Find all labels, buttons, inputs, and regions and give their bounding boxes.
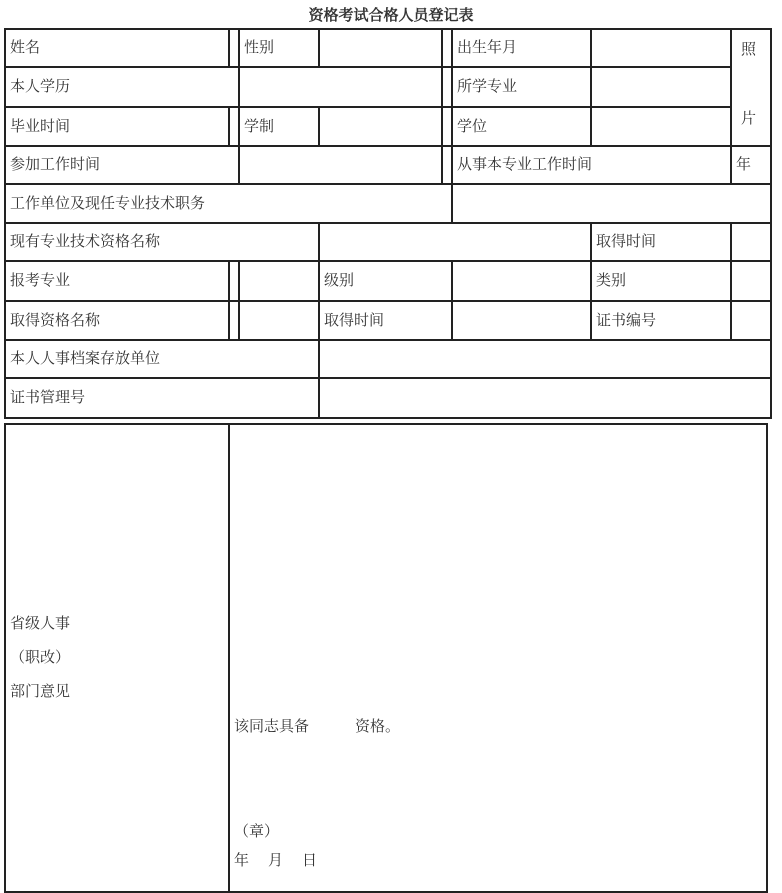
work-start-time-value-cell	[239, 146, 442, 184]
gender-label-cell: 性别	[239, 29, 319, 67]
level-value-cell	[452, 261, 591, 301]
statement-suffix: 资格。	[355, 717, 401, 735]
level-label-cell: 级别	[319, 261, 452, 301]
divider-cell	[229, 301, 239, 340]
row-current-qualification	[5, 223, 771, 261]
major-studied-label-cell: 所学专业	[452, 67, 591, 107]
certificate-no-label-cell: 证书编号	[591, 301, 731, 340]
gender-value-cell	[319, 29, 442, 67]
birth-date-label-cell: 出生年月	[452, 29, 591, 67]
photo-label-bottom: 片	[741, 110, 757, 127]
row-work-time	[5, 146, 771, 184]
exam-major-label-cell: 报考专业	[5, 261, 229, 301]
opinion-body	[234, 446, 764, 871]
category-label-cell: 类别	[591, 261, 731, 301]
personnel-file-value-cell	[319, 340, 771, 378]
obtain-time-current-label-cell: 取得时间	[591, 223, 731, 261]
divider-cell	[442, 29, 452, 67]
seal-placeholder: （章）	[234, 822, 280, 840]
exam-major-value-cell	[239, 261, 319, 301]
obtain-time-new-value-cell	[452, 301, 591, 340]
work-unit-label-cell: 工作单位及现任专业技术职务	[5, 184, 452, 223]
date-placeholder: 年 月 日	[234, 851, 320, 869]
row-name-gender-birth	[5, 29, 771, 67]
row-education-major	[5, 67, 771, 107]
row-graduation-degree	[5, 107, 771, 146]
divider-cell	[442, 107, 452, 146]
current-qualification-label-cell: 现有专业技术资格名称	[5, 223, 319, 261]
statement-prefix: 该同志具备	[234, 717, 310, 735]
certificate-mgmt-value-cell	[319, 378, 771, 418]
work-start-time-label-cell: 参加工作时间	[5, 146, 239, 184]
major-studied-value-cell	[591, 67, 731, 107]
schooling-length-label-cell: 学制	[239, 107, 319, 146]
category-value-cell	[731, 261, 771, 301]
row-obtained-qualification	[5, 301, 771, 340]
obtained-qualification-label-cell: 取得资格名称	[5, 301, 229, 340]
work-unit-value-cell	[452, 184, 771, 223]
divider-cell	[442, 146, 452, 184]
education-label-cell: 本人学历	[5, 67, 239, 107]
year-unit-cell: 年	[731, 146, 771, 184]
degree-value-cell	[591, 107, 731, 146]
row-opinion	[5, 424, 767, 892]
degree-label-cell: 学位	[452, 107, 591, 146]
personnel-file-label-cell: 本人人事档案存放单位	[5, 340, 319, 378]
opinion-content-cell	[229, 424, 767, 892]
professional-years-label-cell: 从事本专业工作时间	[452, 146, 731, 184]
opinion-dept-line3: 部门意见	[10, 683, 71, 700]
photo-label-top: 照	[741, 41, 757, 58]
schooling-length-value-cell	[319, 107, 442, 146]
birth-date-value-cell	[591, 29, 731, 67]
row-personnel-file	[5, 340, 771, 378]
certificate-no-value-cell	[731, 301, 771, 340]
divider-cell	[229, 261, 239, 301]
row-work-unit	[5, 184, 771, 223]
opinion-statement	[234, 717, 764, 737]
obtain-time-new-label-cell: 取得时间	[319, 301, 452, 340]
opinion-dept-line1: 省级人事	[10, 615, 71, 632]
opinion-dept-line2: （职改）	[10, 649, 71, 666]
divider-cell	[229, 29, 239, 67]
main-form-table	[4, 28, 772, 419]
opinion-table	[4, 423, 768, 893]
education-value-cell	[239, 67, 442, 107]
name-label-cell: 姓名	[5, 29, 229, 67]
divider-cell	[442, 67, 452, 107]
obtain-time-current-value-cell	[731, 223, 771, 261]
form-title: 资格考试合格人员登记表	[308, 7, 474, 24]
row-exam-major	[5, 261, 771, 301]
certificate-mgmt-label-cell: 证书管理号	[5, 378, 319, 418]
photo-box	[731, 29, 771, 146]
obtained-qualification-value-cell	[239, 301, 319, 340]
row-certificate-mgmt	[5, 378, 771, 418]
photo-placeholder	[736, 32, 768, 143]
graduation-time-label-cell: 毕业时间	[5, 107, 229, 146]
divider-cell	[229, 107, 239, 146]
current-qualification-value-cell	[319, 223, 591, 261]
opinion-dept-label-cell	[5, 424, 229, 892]
